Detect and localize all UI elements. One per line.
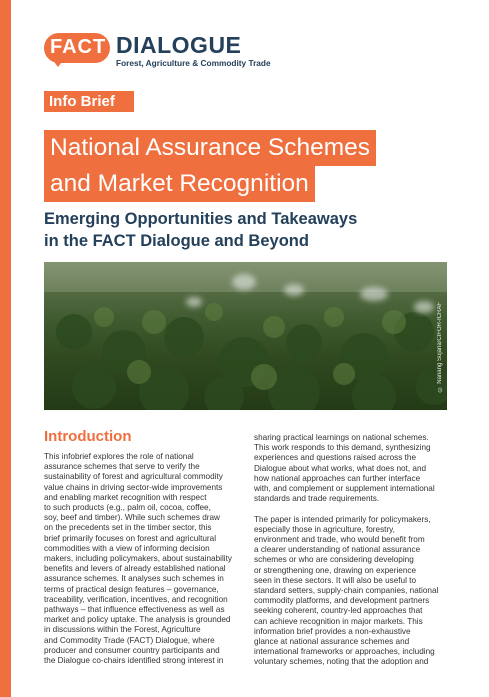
logo-badge [44,33,110,63]
paragraph-line: glance at national assurance schemes and [254,637,410,647]
paragraph-line: soy, beef and timber). While such schemes draw [44,513,220,523]
forest-canopy-illustration [44,262,447,410]
paragraph-line: producer and consumer country participants and [44,645,220,655]
paragraph-line: schemes or who are considering developing [254,555,414,565]
logo-badge-text: FACT [50,36,107,58]
paragraph-line: pathways – that influence effectiveness as well as [44,605,225,615]
paragraph-line: assurance schemes. It analyses such schemes in [44,574,224,584]
paragraph-line: This work responds to this demand, synthesizing [254,443,431,453]
paragraph-line: commodities with a view of informing decision [44,543,210,553]
paragraph-line: makers, including policymakers, about sustainability [44,554,232,564]
speech-bubble-tail-icon [52,59,64,67]
paragraph-line: sustainability of forest and agricultural commodity [44,472,223,482]
paragraph-line: in discussions within the Forest, Agriculture [44,625,201,635]
intro-column-right [254,433,454,668]
paragraph-line: traceability, verification, incentives, and recognition [44,594,228,604]
logo-subtitle: Forest, Agriculture & Commodity Trade [116,58,271,68]
paragraph-line: environment and trade, who would benefit from [254,535,425,545]
paragraph-line: market and policy uptake. The analysis is grounded [44,615,231,625]
paragraph-line: standards and trade requirements. [254,494,380,504]
paragraph-line: international frameworks or approaches, including [254,647,435,657]
page-subtitle-line-1: Emerging Opportunities and Takeaways [44,210,358,228]
paragraph-line: and enabling market recognition with respect [44,492,207,502]
paragraph-line: the Dialogue co-chairs identified strong interest in [44,656,224,666]
intro-heading: Introduction [44,428,132,445]
paragraph-line: or strengthening one, drawing on experience [254,565,417,575]
paragraph-line: sharing practical learnings on national schemes. [254,433,429,442]
logo-title: DIALOGUE [116,32,242,58]
accent-sidebar-bar [0,0,11,697]
paragraph-line: The paper is intended primarily for policymakers, [254,514,431,524]
paragraph-line: information brief provides a non-exhaustive [254,626,411,636]
photo-credit: © Nanang Sujana/CIFOR-ICRAF [437,302,443,392]
paragraph-line: commodity platforms, and development partners [254,596,430,606]
paragraph-gap [254,504,454,514]
forest-aerial-photo [44,262,447,410]
paragraph-line: benefits and levers of already established national [44,564,226,574]
paragraph-line: especially those in agriculture, forestry, [254,524,395,534]
paragraph-line: standard setters, supply-chain companies, national [254,586,439,596]
paragraph-line: to such products (e.g., palm oil, cocoa, coffee, [44,503,211,513]
paragraph-line: with, and complement or supplement international [254,484,435,494]
intro-column-left [44,452,234,666]
paragraph-line: value chains in driving sector-wide improvements [44,482,223,492]
paragraph-line: This infobrief explores the role of national [44,452,194,461]
fact-dialogue-logo [44,30,284,70]
paragraph-line: and Commodity Trade (FACT) Dialogue, where [44,635,215,645]
page-title-line-1: National Assurance Schemes [44,130,376,166]
paragraph-line: seen in these sectors. It will also be useful to [254,575,417,585]
paragraph-line: seeking coherent, country-led approaches that [254,606,423,616]
page-title-line-2: and Market Recognition [44,166,315,202]
paragraph-line: assurance schemes that serve to verify the [44,462,200,472]
paragraph-line: experiences and questions raised across the [254,453,417,463]
paragraph-line: on the precedents set in the timber sector, this [44,523,212,533]
paragraph-line: a clearer understanding of national assurance [254,545,421,555]
page-subtitle-line-2: in the FACT Dialogue and Beyond [44,232,309,250]
info-brief-tag: Info Brief [44,91,134,112]
paragraph-line: can achieve recognition in major markets. This [254,616,423,626]
paragraph-line: Dialogue about what works, what does not, and [254,463,427,473]
paragraph-line: brief primarily focuses on forest and agricultural [44,533,217,543]
paragraph-line: terms of practical design features – governance, [44,584,219,594]
paragraph-line: how national approaches can further interface [254,473,421,483]
paragraph-line: voluntary schemes, noting that the adoption and [254,657,429,667]
